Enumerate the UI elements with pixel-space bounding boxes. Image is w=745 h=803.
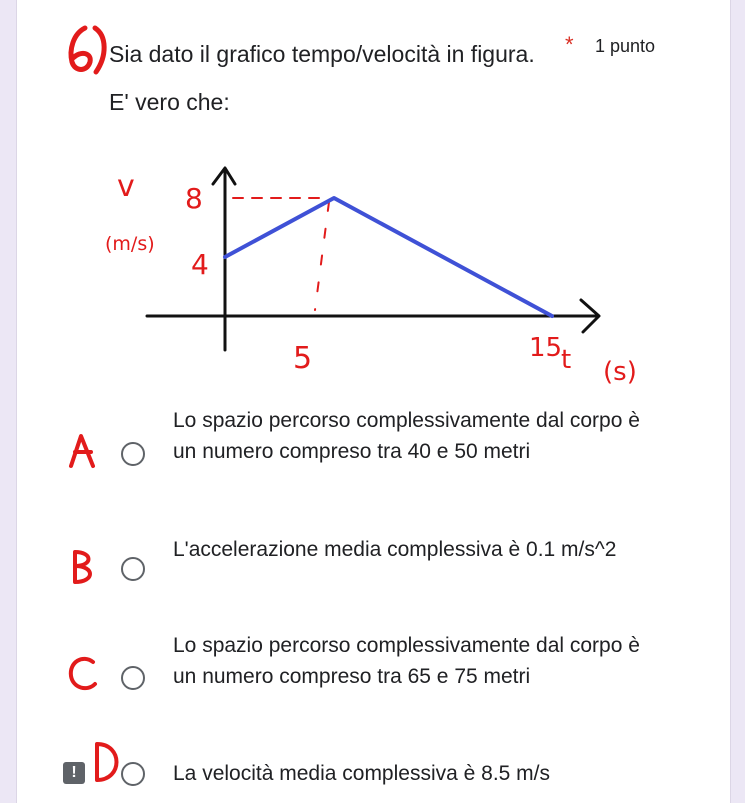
x-tick-5: 5 bbox=[293, 341, 313, 376]
v-axis-label: v bbox=[117, 169, 135, 204]
option-b-radio[interactable] bbox=[121, 557, 145, 581]
handwritten-letter-b bbox=[65, 548, 99, 588]
handwritten-letter-d bbox=[89, 740, 125, 786]
dashed-time-5 bbox=[315, 202, 329, 310]
velocity-time-graph bbox=[97, 150, 677, 400]
question-number-mark bbox=[63, 22, 113, 80]
required-asterisk: * bbox=[565, 32, 574, 57]
handwritten-letter-a bbox=[65, 430, 99, 470]
warning-icon: ! bbox=[63, 762, 85, 784]
velocity-line bbox=[225, 198, 552, 316]
t-unit-label: (s) bbox=[603, 357, 637, 387]
option-b-text: L'accelerazione media complessiva è 0.1 m/s^2 bbox=[173, 538, 617, 561]
question-card bbox=[16, 0, 731, 803]
t-label: t bbox=[561, 345, 572, 375]
handwritten-letter-c bbox=[65, 654, 99, 694]
unit-label: (m/s) bbox=[105, 233, 155, 255]
option-a-radio[interactable] bbox=[121, 442, 145, 466]
question-text: Sia dato il grafico tempo/velocità in figura. E' vero che: bbox=[109, 41, 535, 115]
option-c-radio[interactable] bbox=[121, 666, 145, 690]
x-tick-15: 15 bbox=[529, 333, 563, 363]
option-a-text: Lo spazio percorso complessivamente dal corpo è un numero compreso tra 40 e 50 metri bbox=[173, 409, 640, 463]
points-label: 1 punto bbox=[595, 36, 656, 56]
y-tick-8: 8 bbox=[185, 182, 203, 215]
option-d-radio[interactable] bbox=[121, 762, 145, 786]
option-d-text: La velocità media complessiva è 8.5 m/s bbox=[173, 762, 551, 785]
y-tick-4: 4 bbox=[191, 248, 209, 281]
option-c-text: Lo spazio percorso complessivamente dal corpo è un numero compreso tra 65 e 75 metri bbox=[173, 634, 640, 688]
